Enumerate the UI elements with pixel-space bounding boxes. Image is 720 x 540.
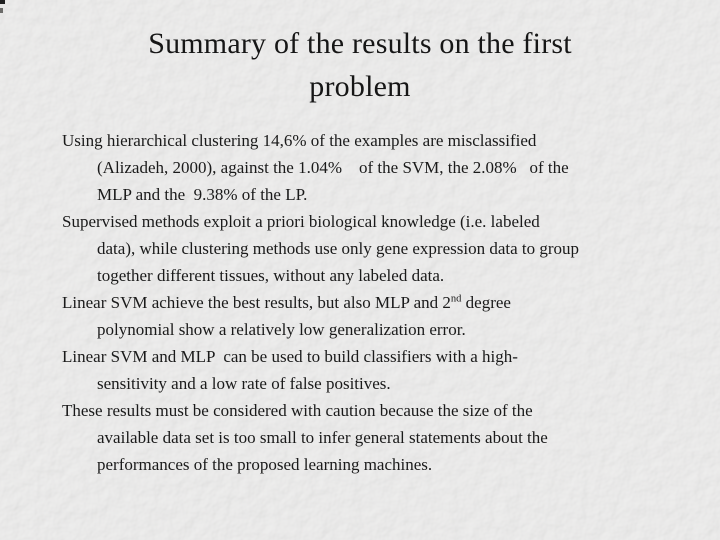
body-line-text: Linear SVM achieve the best results, but also MLP and 2 [62, 293, 451, 312]
body-line-text: degree [461, 293, 511, 312]
body-line: together different tissues, without any labeled data. [97, 266, 445, 285]
body-line [62, 289, 700, 316]
corner-artifact-mark [0, 0, 5, 4]
body-line: Linear SVM and MLP can be used to build classifiers with a high- [62, 347, 518, 366]
slide-title-line-1: Summary of the results on the first [148, 27, 572, 60]
body-line: data), while clustering methods use only gene expression data to group [97, 239, 580, 258]
body-line: available data set is too small to infer general statements about the [97, 428, 548, 447]
body-paragraph-4 [62, 343, 700, 397]
body-paragraph-2 [62, 208, 700, 289]
body-paragraph-3 [62, 289, 700, 343]
body-line: These results must be considered with caution because the size of the [62, 401, 533, 420]
slide-title-line-2: problem [309, 70, 411, 103]
body-line: performances of the proposed learning machines. [97, 455, 433, 474]
body-line: sensitivity and a low rate of false positives. [97, 374, 391, 393]
corner-artifact-mark-small [0, 8, 3, 13]
body-line: Supervised methods exploit a priori biological knowledge (i.e. labeled [62, 212, 540, 231]
body-paragraph-1 [62, 127, 700, 208]
body-line: Using hierarchical clustering 14,6% of the examples are misclassified [62, 131, 537, 150]
slide-title [40, 22, 680, 108]
body-line: MLP and the 9.38% of the LP. [97, 185, 308, 204]
body-paragraph-5 [62, 397, 700, 478]
body-line: (Alizadeh, 2000), against the 1.04% of the SVM, the 2.08% of the [97, 158, 569, 177]
superscript-ordinal: nd [450, 293, 462, 305]
body-line: polynomial show a relatively low generalization error. [97, 320, 466, 339]
slide-body-text [62, 127, 700, 478]
